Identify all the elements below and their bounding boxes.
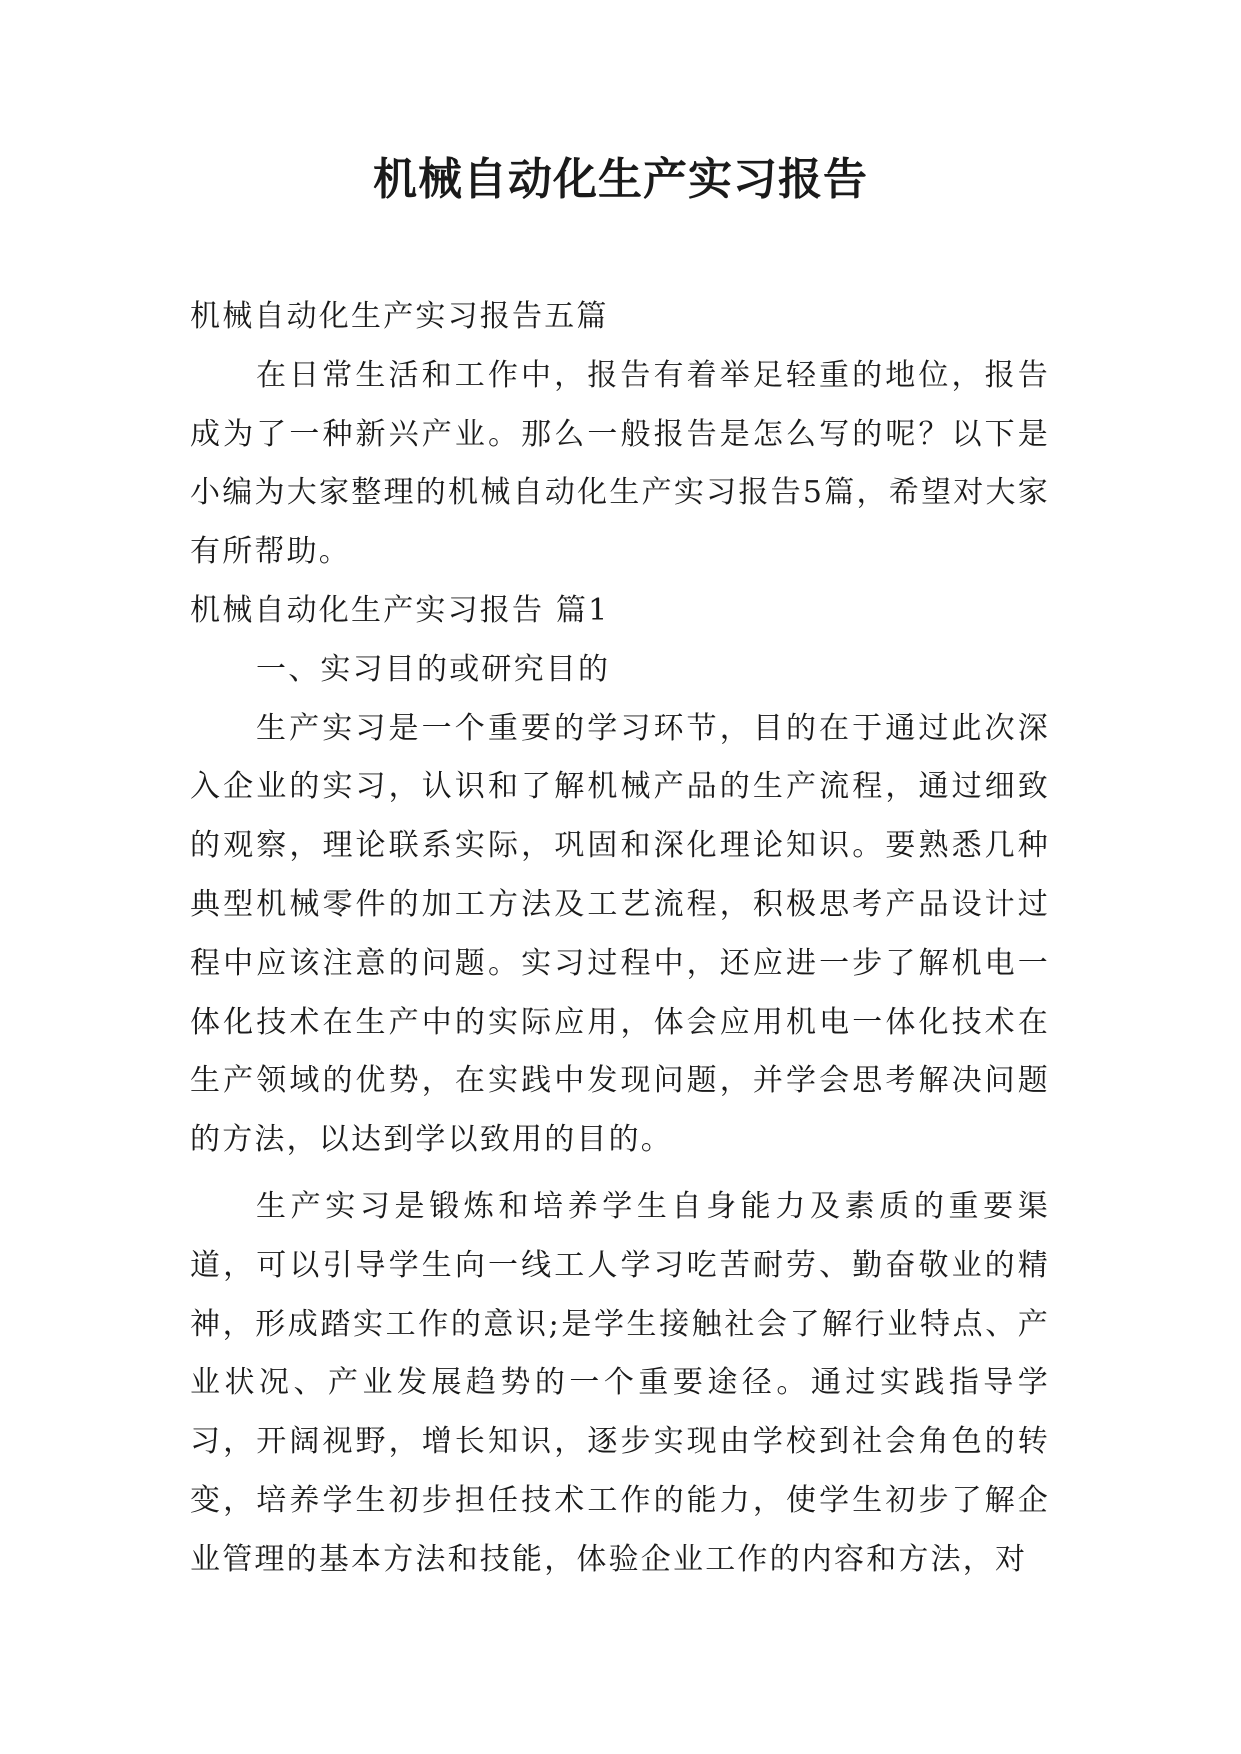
subsection-heading: 一、实习目的或研究目的 (256, 651, 611, 687)
subtitle-line: 机械自动化生产实习报告五篇 (190, 299, 609, 334)
section-heading: 机械自动化生产实习报告 篇1 (190, 592, 610, 628)
body-paragraph: 生产实习是一个重要的学习环节，目的在于通过此次深入企业的实习，认识和了解机械产品的生产流程，通过细致的观察，理论联系实际，巩固和深化理论知识。要熟悉几种典型机械零件的加工方法及工艺流程，积极思考产品设计过程中应该注意的问题。实习过程中，还应进一步了解机电一体化技术在生产中的实际应用，体会应用机电一体化技术在生产领域的优势，在实践中发现问题，并学会思考解决问题的方法，以达到学以致用的目的。 (190, 710, 1050, 1158)
body-paragraph: 生产实习是锻炼和培养学生自身能力及素质的重要渠道，可以引导学生向一线工人学习吃苦耐劳、勤奋敬业的精神，形成踏实工作的意识;是学生接触社会了解行业特点、产业状况、产业发展趋势的一个重要途径。通过实践指导学习，开阔视野，增长知识，逐步实现由学校到社会角色的转变，培养学生初步担任技术工作的能力，使学生初步了解企业管理的基本方法和技能，体验企业工作的内容和方法，对 (190, 1188, 1050, 1577)
document-title: 机械自动化生产实习报告 (373, 154, 868, 205)
document-body (190, 288, 1050, 1590)
intro-paragraph: 在日常生活和工作中，报告有着举足轻重的地位，报告成为了一种新兴产业。那么一般报告是怎么写的呢？以下是小编为大家整理的机械自动化生产实习报告5篇，希望对大家有所帮助。 (190, 357, 1050, 570)
